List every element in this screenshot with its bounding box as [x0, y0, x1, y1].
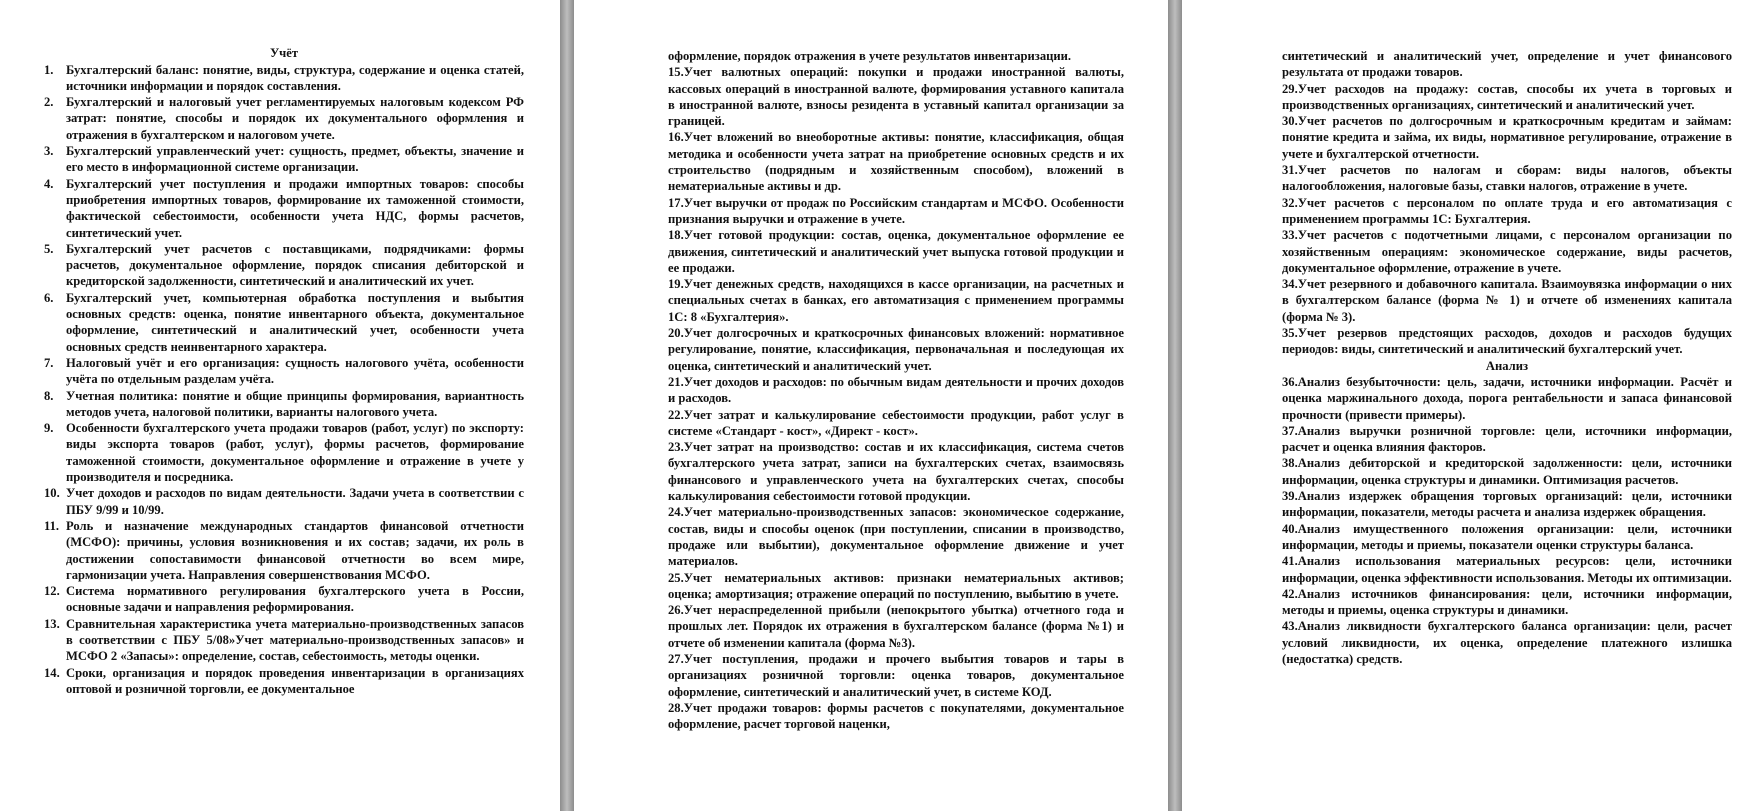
list-item [1282, 195, 1732, 228]
item-text: Бухгалтерский и налоговый учет регламентируемых налоговым кодексом РФ затрат: понятие, способы и порядок их документального оформления и отражения в бухгалтерском и налоговом учете. [66, 95, 524, 142]
question-list [668, 64, 1124, 732]
item-text: Анализ использования материальных ресурсов: цели, источники информации, оценка эффективности использования. Методы их оптимизации. [1282, 554, 1732, 585]
item-number: 12. [44, 584, 60, 599]
list-item [1282, 488, 1732, 521]
item-text: Анализ имущественного положения организации: цели, источники информации, методы и приемы, показатели оценки структуры баланса. [1282, 521, 1732, 552]
item-text: Бухгалтерский управленческий учет: сущность, предмет, объекты, значение и его место в информационной системе организации. [66, 144, 524, 175]
item-text: Учет продажи товаров: формы расчетов с покупателями, документальное оформление, расчет торговой наценки, [668, 700, 1124, 732]
item-number: 17. [668, 195, 684, 210]
list-item [44, 355, 524, 388]
item-number: 24. [668, 505, 684, 520]
item-number: 18. [668, 228, 684, 243]
item-text: Бухгалтерский учет, компьютерная обработка поступления и выбытия основных средств: оценка, понятие инвентарного объекта, документальное оформление, синтетический и аналитический учет, особенности учета основных средств неинвентарного характера. [66, 290, 524, 354]
item-text: Учет денежных средств, находящихся в кассе организации, на расчетных и специальных счетах в банках, его автоматизация с применением программы 1С: 8 «Бухгалтерия». [668, 277, 1124, 324]
item-number: 7. [44, 355, 54, 370]
list-item [668, 504, 1124, 569]
item-text: Учет вложений во внеоборотные активы: понятие, классификация, общая методика и особенности учета затрат на приобретение основных средств и их строительство (подрядным и хозяйственным способом), вложений в нематериальные активы и др. [668, 130, 1124, 194]
item-number: 15. [668, 65, 684, 80]
list-item [1282, 113, 1732, 162]
item-text: Учет расчетов с персоналом по оплате труда и его автоматизация с применением программы 1С: Бухгалтерия. [1282, 195, 1732, 226]
item-number: 36. [1282, 374, 1298, 389]
list-item [44, 176, 524, 241]
item-text: Учет материально-производственных запасов: экономическое содержание, состав, виды и способы оценок (при поступлении, списании в производство, продаже или выбытии), документальное оформление движение и учет материалов. [668, 505, 1124, 569]
page-1 [0, 0, 560, 811]
continued-text: синтетический и аналитический учет, определение и учет финансового результата от продажи товаров. [1282, 49, 1732, 80]
item-number: 9. [44, 421, 54, 436]
item-text: Бухгалтерский учет расчетов с поставщиками, подрядчиками: формы расчетов, документальное оформление, порядок списания дебиторской и кредиторской задолженности, синтетический и аналитический их учет. [66, 241, 524, 289]
item-number: 6. [44, 290, 54, 305]
list-item [44, 616, 524, 665]
list-item [44, 62, 524, 95]
page-3 [1182, 0, 1754, 811]
item-text: Роль и назначение международных стандартов финансовой отчетности (МСФО): причины, условия возникновения и их состав; задачи, их роль в достижении сопоставимости финансовой отчетности во всем мире, гармонизации учета. Направления совершенствования МСФО. [66, 518, 524, 582]
item-number: 3. [44, 144, 54, 159]
item-text: Анализ безубыточности: цель, задачи, источники информации. Расчёт и оценка маржинального дохода, порога рентабельности и запаса финансовой прочности (привести примеры). [1282, 374, 1732, 422]
item-text: Учет резервов предстоящих расходов, доходов и расходов будущих периодов: виды, синтетический и аналитический бухгалтерский учет. [1282, 326, 1732, 357]
item-text: Учет расчетов по налогам и сборам: виды налогов, объекты налогообложения, налоговые базы, ставки налогов, отражение в учете. [1282, 163, 1732, 194]
list-item [1282, 81, 1732, 114]
item-text: Анализ ликвидности бухгалтерского баланса организации: цели, расчет условий ликвидности, их оценка, определение платежного излишка (недостатка) средств. [1282, 619, 1732, 666]
item-text: Учет доходов и расходов: по обычным видам деятельности и прочих доходов и расходов. [668, 374, 1124, 406]
item-number: 31. [1282, 163, 1298, 178]
page-gap [1168, 0, 1182, 811]
continued-text: оформление, порядок отражения в учете результатов инвентаризации. [668, 49, 1072, 63]
item-number: 43. [1282, 619, 1298, 634]
page-gap [560, 0, 574, 811]
item-number: 8. [44, 388, 54, 403]
item-text: Учет долгосрочных и краткосрочных финансовых вложений: нормативное регулирование, понятие, классификация, первоначальная и последующая их оценка, синтетический и аналитический учет. [668, 326, 1124, 373]
item-number: 41. [1282, 554, 1298, 569]
question-list [1282, 374, 1732, 667]
list-item [668, 195, 1124, 228]
list-item [44, 420, 524, 485]
list-item [668, 64, 1124, 129]
item-text: Учет нераспределенной прибыли (непокрытого убытка) отчетного года и прошлых лет. Порядок их отражения в бухгалтерском балансе (форма №1) и отчете об изменении капитала (форма №3). [668, 603, 1124, 650]
item-number: 4. [44, 176, 54, 191]
list-item [44, 518, 524, 583]
list-item [44, 388, 524, 421]
item-number: 35. [1282, 326, 1298, 341]
item-number: 11. [44, 518, 60, 533]
item-text: Учет резервного и добавочного капитала. Взаимоувязка информации о них в бухгалтерском балансе (форма № 1) и отчете об изменениях капитала (форма № 3). [1282, 277, 1732, 324]
item-text: Учет расчетов с подотчетными лицами, с персоналом организации по хозяйственным операциям: экономическое содержание, виды расчетов, документальное оформление, отражение в учете. [1282, 228, 1732, 275]
item-text: Учет валютных операций: покупки и продажи иностранной валюты, кассовых операций в иностранной валюте, формирования уставного капитала в иностранной валюте, взносы резидента в уставный капитал организации за границей. [668, 65, 1124, 129]
item-number: 40. [1282, 521, 1298, 536]
item-text: Учет поступления, продажи и прочего выбытия товаров и тары в организациях розничной торговли: оценка товаров, документальное оформление, синтетический и аналитический учет, в системе КОД. [668, 651, 1124, 699]
list-item [668, 374, 1124, 407]
item-number: 16. [668, 130, 684, 145]
list-item [1282, 162, 1732, 195]
item-number: 1. [44, 62, 54, 77]
item-number: 29. [1282, 81, 1298, 96]
list-item [1282, 374, 1732, 423]
item-number: 23. [668, 440, 684, 455]
item-text: Сравнительная характеристика учета материально-производственных запасов в соответствии с ПБУ 5/08»Учет материально-производственных запасов» и МСФО 2 «Запасы»: определение, состав, себестоимость, методы оценки. [66, 616, 524, 664]
item-number: 26. [668, 603, 684, 618]
list-item [668, 227, 1124, 276]
item-text: Учет расчетов по долгосрочным и краткосрочным кредитам и займам: понятие кредита и займа, их виды, нормативное регулирование, отражение в учете и бухгалтерской отчетности. [1282, 114, 1732, 161]
item-number: 19. [668, 277, 684, 292]
list-item [668, 602, 1124, 651]
list-item [1282, 325, 1732, 358]
list-item [1282, 423, 1732, 456]
item-text: Учет расходов на продажу: состав, способы их учета в торговых и производственных организациях, синтетический и аналитический учет. [1282, 81, 1732, 112]
item-text: Особенности бухгалтерского учета продажи товаров (работ, услуг) по экспорту: виды экспорта товаров (работ, услуг), формы расчетов, формирование таможенной стоимости, документальное оформление и отражение в учете у производителя и посредника. [66, 421, 524, 485]
list-item [668, 570, 1124, 603]
list-item [44, 94, 524, 143]
item-number: 32. [1282, 195, 1298, 210]
item-text: Анализ дебиторской и кредиторской задолженности: цели, источники информации, оценка структуры и динамики. Оптимизация расчетов. [1282, 456, 1732, 487]
item-text: Система нормативного регулирования бухгалтерского учета в России, основные задачи и направления реформирования. [66, 584, 524, 615]
item-text: Учет доходов и расходов по видам деятельности. Задачи учета в соответствии с ПБУ 9/99 и 10/99. [66, 486, 524, 517]
item-number: 14. [44, 665, 60, 680]
list-item [668, 276, 1124, 325]
item-number: 2. [44, 95, 54, 110]
item-number: 39. [1282, 489, 1298, 504]
page-2 [574, 0, 1168, 811]
section-heading-uchet: Учёт [269, 46, 299, 60]
item-number: 13. [44, 616, 60, 631]
item-number: 34. [1282, 277, 1298, 292]
list-item [44, 290, 524, 355]
item-text: Учет выручки от продаж по Российским стандартам и МСФО. Особенности признания выручки и отражение в учете. [668, 195, 1124, 226]
list-item [1282, 521, 1732, 554]
item-text: Учет нематериальных активов: признаки нематериальных активов; оценка; амортизация; отражение операций по поступлению, выбытию в учете. [668, 570, 1124, 601]
question-list [44, 62, 524, 698]
list-item [668, 651, 1124, 700]
item-text: Учет готовой продукции: состав, оценка, документальное оформление ее движения, синтетический и аналитический учет выпуска готовой продукции и ее продажи. [668, 228, 1124, 275]
item-number: 28. [668, 700, 684, 715]
item-number: 25. [668, 570, 684, 585]
item-text: Анализ издержек обращения торговых организаций: цели, источники информации, показатели, методы расчета и анализа издержек обращения. [1282, 489, 1732, 520]
question-list [1282, 81, 1732, 358]
item-number: 42. [1282, 586, 1298, 601]
list-item [1282, 586, 1732, 619]
item-text: Анализ выручки розничной торговле: цели, источники информации, расчет и оценка влияния факторов. [1282, 423, 1732, 455]
item-text: Бухгалтерский учет поступления и продажи импортных товаров: способы приобретения импортных товаров, формирование их таможенной стоимости, фактической себестоимости, особенности учета НДС, формы расчетов, синтетический учет. [66, 176, 524, 240]
item-text: Учетная политика: понятие и общие принципы формирования, вариантность методов учета, налоговой политики, варианты налогового учета. [66, 388, 524, 419]
list-item [44, 583, 524, 616]
item-number: 27. [668, 651, 684, 666]
list-item [1282, 276, 1732, 325]
item-number: 37. [1282, 423, 1298, 438]
item-number: 33. [1282, 228, 1298, 243]
list-item [668, 439, 1124, 504]
item-number: 30. [1282, 114, 1298, 129]
item-text: Анализ источников финансирования: цели, источники информации, методы и приемы, оценка структуры и динамики. [1282, 586, 1732, 618]
list-item [668, 700, 1124, 733]
list-item [668, 407, 1124, 440]
item-number: 22. [668, 407, 684, 422]
item-text: Сроки, организация и порядок проведения инвентаризации в организациях оптовой и розничной торговли, ее документальное [66, 665, 524, 696]
item-text: Налоговый учёт и его организация: сущность налогового учёта, особенности учёта по отдельным разделам учёта. [66, 355, 524, 387]
list-item [1282, 227, 1732, 276]
list-item [44, 241, 524, 290]
item-number: 21. [668, 374, 684, 389]
list-item [668, 129, 1124, 194]
list-item [44, 665, 524, 698]
item-number: 20. [668, 326, 684, 341]
item-number: 38. [1282, 456, 1298, 471]
list-item [1282, 618, 1732, 667]
item-text: Бухгалтерский баланс: понятие, виды, структура, содержание и оценка статей, источники информации и порядок составления. [66, 62, 524, 93]
list-item [668, 325, 1124, 374]
list-item [1282, 455, 1732, 488]
item-text: Учет затрат и калькулирование себестоимости продукции, работ услуг в системе «Стандарт - кост», «Директ - кост». [668, 407, 1124, 438]
list-item [44, 485, 524, 518]
item-text: Учет затрат на производство: состав и их классификация, система счетов бухгалтерского учета затрат, записи на бухгалтерских счетах, взаимосвязь финансового и управленческого учета на бухгалтерских счетах, способы калькулирования себестоимости готовой продукции. [668, 440, 1124, 504]
list-item [44, 143, 524, 176]
item-number: 10. [44, 486, 60, 501]
item-number: 5. [44, 241, 54, 256]
list-item [1282, 553, 1732, 586]
section-heading-analiz: Анализ [1485, 358, 1529, 373]
